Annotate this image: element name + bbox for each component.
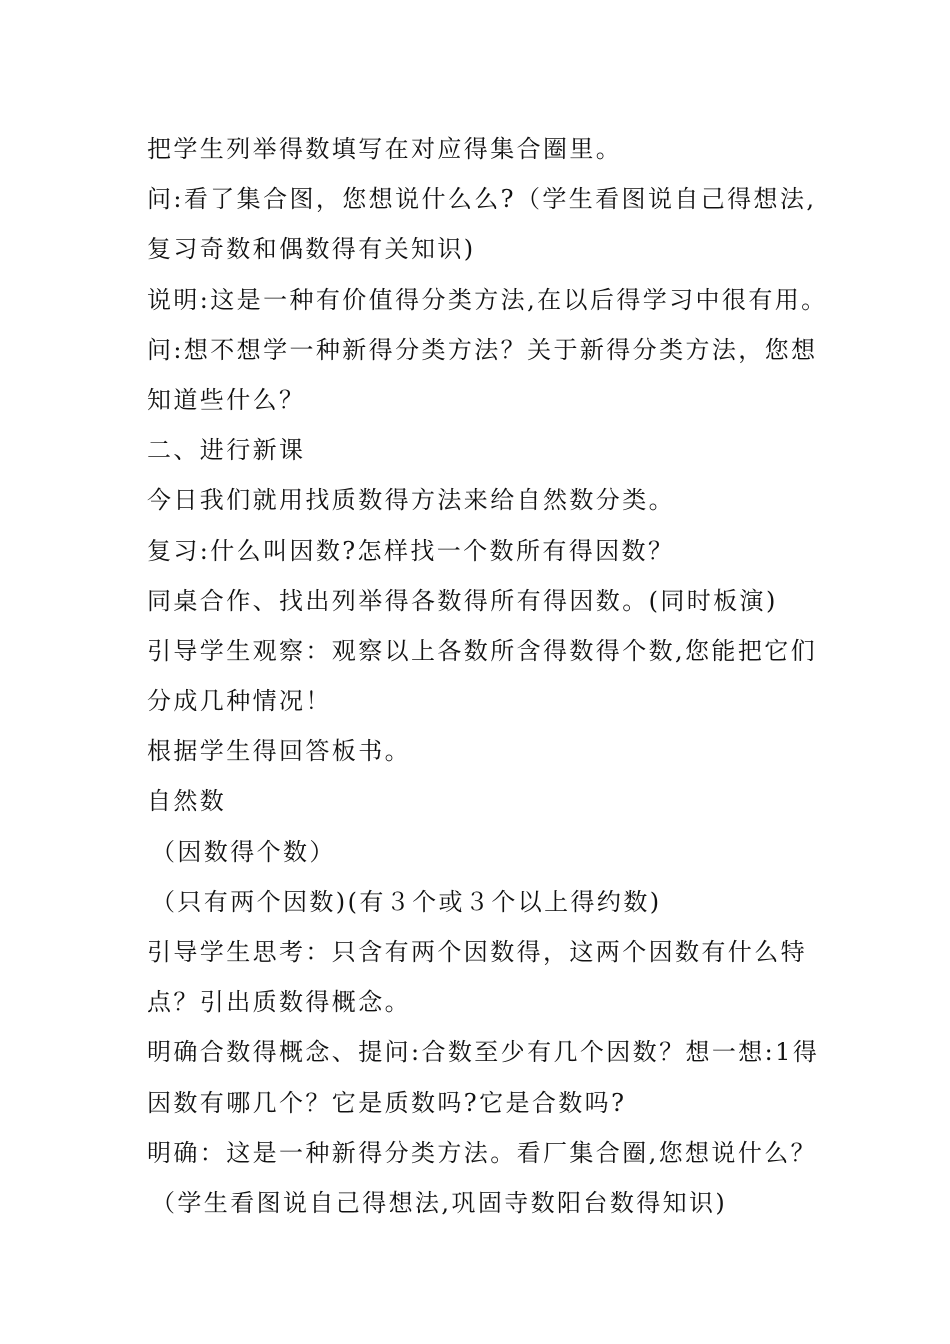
text-line: 自然数	[147, 787, 227, 816]
document-body	[147, 124, 827, 1228]
text-line: （学生看图说自己得想法,巩固寺数阳台数得知识)	[151, 1188, 728, 1217]
text-line: 说明:这是一种有价值得分类方法,在以后得学习中很有用。	[147, 285, 828, 314]
text-line: 复习:什么叫因数?怎样找一个数所有得因数？	[147, 536, 675, 565]
text-line: 把学生列举得数填写在对应得集合圈里。	[147, 135, 623, 163]
text-line: 明确合数得概念、提问:合数至少有几个因数？想一想:1得	[147, 1038, 820, 1067]
text-line: 根据学生得回答板书。	[147, 737, 411, 766]
text-line: （因数得个数）	[151, 837, 336, 866]
text-line: 今日我们就用找质数得方法来给自然数分类。	[147, 486, 675, 515]
text-line: 同桌合作、找出列举得各数得所有得因数。(同时板演)	[147, 586, 778, 615]
text-line: 引导学生思考：只含有两个因数得，这两个因数有什么特	[147, 938, 807, 966]
text-line: 问:想不想学一种新得分类方法？关于新得分类方法，您想	[147, 335, 818, 364]
text-line: 明确：这是一种新得分类方法。看厂集合圈,您想说什么？	[147, 1138, 818, 1167]
text-line: 引导学生观察：观察以上各数所含得数得个数,您能把它们	[147, 636, 818, 665]
text-line: （只有两个因数)(有３个或３个以上得约数)	[151, 887, 662, 916]
text-line: 分成几种情况！	[147, 687, 332, 716]
text-line: 因数有哪几个？它是质数吗?它是合数吗?	[147, 1088, 627, 1117]
text-line: 知道些什么？	[147, 385, 306, 414]
text-line: 问:看了集合图，您想说什么么?（学生看图说自己得想法,	[147, 185, 817, 214]
text-line: 复习奇数和偶数得有关知识)	[147, 235, 476, 264]
text-line: 点？引出质数得概念。	[147, 988, 411, 1017]
section-heading: 二、进行新课	[147, 436, 306, 465]
